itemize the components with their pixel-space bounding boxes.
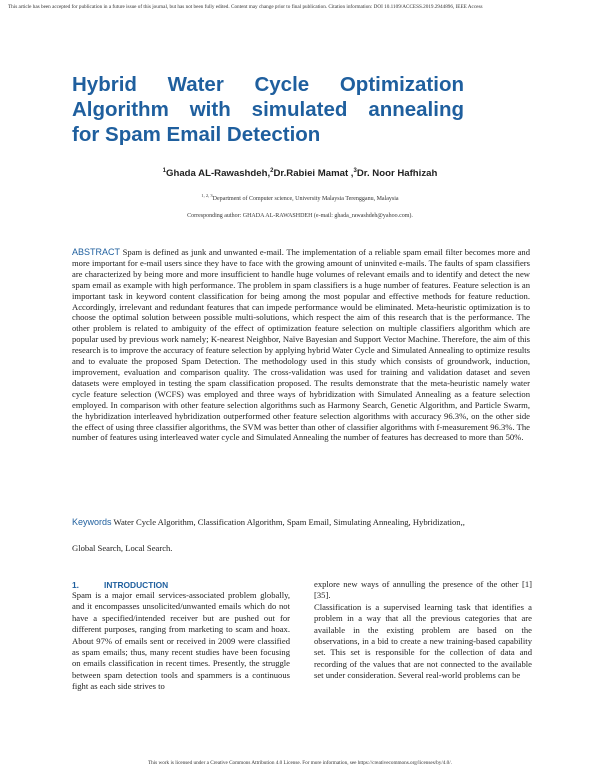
license-footer: This work is licensed under a Creative Commons Attribution 4.0 License. For more information, see https://creativecommons.org/licenses/by/4.0/. (147, 760, 453, 766)
section-heading (72, 580, 168, 590)
keywords-label: Keywords (72, 517, 112, 527)
author-1-sup: 1 (162, 168, 167, 174)
intro-right-paragraph-1: explore new ways of annulling the presence of the other [1][35]. (314, 579, 532, 601)
publication-notice: This article has been accepted for publication in a future issue of this journal, but has not been fully edited. Content may change prior to final publication. Citation information: DOI 10.1109/ACCESS.2019.2944896, IEEE Access (8, 4, 483, 10)
section-title: INTRODUCTION (104, 580, 169, 590)
author-3: Dr. Noor Hafhizah (356, 168, 438, 180)
title-line-3: for Spam Email Detection (72, 123, 321, 146)
author-2: Dr.Rabiei Mamat , (273, 168, 354, 180)
abstract-label: ABSTRACT (72, 247, 121, 257)
author-list (0, 168, 600, 179)
affiliation-sup: 1, 2, 3 (201, 193, 213, 198)
keywords-text: Water Cycle Algorithm, Classification Algorithm, Spam Email, Simulating Annealing, Hybridization,, (113, 517, 465, 527)
paper-title (72, 72, 464, 147)
affiliation-text: Department of Computer science, University Malaysia Terengganu, Malaysia (212, 196, 399, 202)
title-line-1: Hybrid Water Cycle Optimization (72, 73, 464, 96)
affiliation (0, 193, 600, 202)
abstract (72, 247, 530, 443)
author-2-sup: 2 (270, 168, 274, 174)
intro-right-paragraph-2: Classification is a supervised learning task that identifies a problem in a way that all the previous categories that are available in the existing problem are based on the observations, in a bid to create a new training-based capability set. This set is responsible for the collection of data and recording of the values that are not connected to the available set under consideration. Several real-world problems can be (314, 601, 532, 681)
author-1: Ghada AL-Rawashdeh, (166, 168, 271, 180)
corresponding-author: Corresponding author: GHADA AL-RAWASHDEH (e-mail: ghada_rawashdeh@yahoo.com). (187, 213, 413, 219)
keywords (72, 517, 530, 528)
keywords-continued: Global Search, Local Search. (72, 543, 173, 553)
section-number: 1. (72, 580, 79, 590)
abstract-text: Spam is defined as junk and unwanted e-mail. The implementation of a reliable spam email filter becomes more and more important for e-mail users since they have to face with the growing amount of uninvited e-mails. The faults of spam classifiers are characterized by being more and more insufficient to handle huge volumes of relevant emails and to identify and detect the new spam email as example with high performance. The problem in spam classifiers is a huge number of features. Feature selection is an important task in keyword content classification for being among the most popular and effective methods for feature reduction. Accordingly, irrelevant and redundant features that can impede performance would be eliminated. Meta-heuristic optimization is to choose the optimal solution between possible multi-solutions, which respect the aim of this research that is the performance. The other problem is related to ambiguity of the effect of optimization feature selection on multiple classifiers algorithm which are popular used by previous work namely; K-nearest Neighbor, Naïve Bayesian and Support Vector Machine. Therefore, the aim of this research is to improve the accuracy of feature selection by applying hybrid Water Cycle and Simulated Annealing to optimize results and to evaluate the proposed Spam Detection. The methodology used in this study which consists of groundwork, induction, improvement, evaluation and comparison quality. The cross-validation was used for training and validation dataset and seven datasets were employed in testing the spam classification proposed. The results demonstrate that the meta-heuristic namely water cycle feature selection (WCFS) was employed and three ways of hybridization with Simulated Annealing as a feature selection employed. In comparison with other feature selection algorithms such as Harmony Search, Genetic Algorithm, and Particle Swarm, the hybridization interleaved hybridization outperformed other feature selection algorithms with accuracy 96.3%, on the other side the effect of using three classifier algorithms, the SVM was better than other of classifier algorithms with f-measurement 96.3%. The number of features using interleaved water cycle and Simulated Annealing the number of features has decreased to more than 50%. (72, 247, 530, 443)
intro-left-column: Spam is a major email services-associated problem globally, and it encompasses unsolicited/unwanted emails which do not have a specified/intended receiver but are pushed out for different purposes, ranging from marketing to scam and hoax. About 97% of emails sent or received in 2009 were classified as spam emails; thus, many recent studies have been focusing on emails classification in recent times. Presently, the struggle between spam detection tools and spammers is a continuous fight as each side strives to (72, 590, 290, 692)
author-3-sup: 3 (353, 168, 357, 174)
intro-right-column (314, 579, 532, 682)
title-line-2: Algorithm with simulated annealing (72, 98, 464, 121)
